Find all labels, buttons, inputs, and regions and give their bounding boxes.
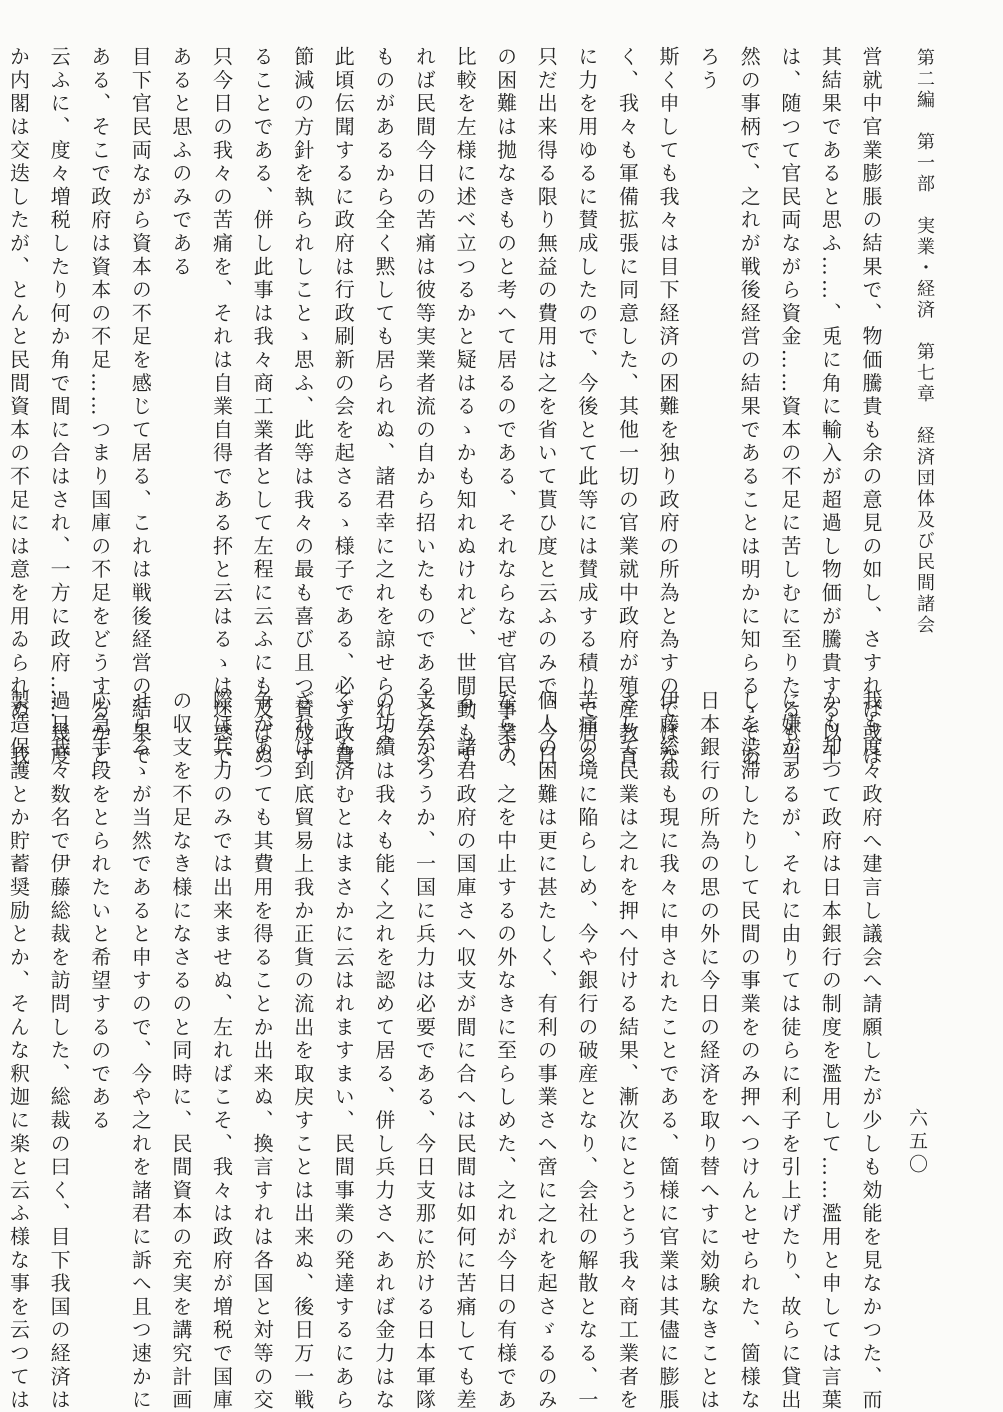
text-line: 比較を左様に述べ立つるかと疑はるゝかも知れぬけれど、世間動もす [453,46,478,769]
text-line: 只だ出来得る限り無益の費用は之を省いて貰ひ度と云ふのみで、今日 [534,46,559,769]
text-line: 只今日の我々の苦痛を、それは自業自得である抔と云はるゝは迷惑で [209,46,234,769]
text-line: くても済むとはまさかに云はれますまい、民間事業の発達するにあら [331,690,356,1412]
text-line: 日本銀行の所為の思の外に今日の経済を取り替へすに効験なきことは [696,690,721,1412]
text-line: か内閣は交迭したが、とんと民間資本の不足には意を用ゐられぬ、我 [6,46,31,769]
text-line: 此頃伝聞するに政府は行政刷新の会を起さるゝ様子である、必ず政費 [331,46,356,769]
text-line: 製造保護とか貯蓄奨励とか、そんな釈迦に楽と云ふ様な事を云つては [6,690,31,1412]
text-line: あると思ふのみである [168,46,193,279]
text-line: 其結果であると思ふ……、兎に角に輸入が超過し物価が騰貴する以上 [818,46,843,769]
text-line: れば民間今日の苦痛は彼等実業者流の自から招いたものであると云ふ [412,46,437,769]
upper-text-block [6,46,891,769]
text-line: は、随つて官民両ながら資金……資本の不足に苦しむに至りたるも当 [777,46,802,769]
text-line: る、諸君政府の国庫さへ収支が間に合へは民間は如何に苦痛しても差 [453,690,478,1412]
text-line: 際は兵力のみでは出来ませぬ、左ればこそ、我々は政府が増税で国庫 [209,690,234,1412]
text-line: さして民業は之れを押へ付ける結果、漸次にとうとう我々商工業者を [615,690,640,1412]
text-line: に嫌があるが、それに由りては徒らに利子を引上げたり、故らに貸出 [777,690,802,1412]
text-line: 目下官民両ながら資本の不足を感じて居る、これは戦後経営の結果で [128,46,153,769]
text-line: 伊藤総裁も現に我々に申されたことである、箇様に官業は其儘に膨脹 [656,690,681,1412]
text-line: く、我々も軍備拡張に同意した、其他一切の官業就中政府が殖産教育 [615,46,640,769]
text-line: 応急手段をとられたいと希望するのである [87,690,112,1133]
text-line: に力を用ゆるに賛成したので、今後とて此等には賛成する積りで居る [574,46,599,769]
text-line: せらるゝが当然であると申すので、今や之れを諸君に訴へ且つ速かに [128,690,153,1412]
text-line: ならず、之を中止するの外なきに至らしめた、之れが今日の有様であ [493,690,518,1412]
text-line: 節減の方針を執られしことゝ思ふ、此等は我々の最も喜び且つ賛成す [290,46,315,769]
text-line: 苦痛の境に陥らしめ、今や銀行の破産となり、会社の解散となる、一 [574,690,599,1412]
text-line: 争があつても其費用を得ることか出来ぬ、換言すれは各国と対等の交 [250,690,275,1412]
text-line: の収支を不足なき様になさるのと同時に、民間資本の充実を講究計画 [168,690,193,1412]
text-line: 過日我々数名で伊藤総裁を訪問した、総裁の曰く、目下我国の経済は [47,690,72,1412]
text-line: 云ふに、度々増税したり何か角で間に合はされ、一方に政府……幾度 [47,46,72,769]
lower-text-block [6,690,891,1412]
text-line: 斯く申しても我々は目下経済の困難を独り政府の所為と為すのではな [656,46,681,769]
text-line: の困難は拋なきものと考へて居るのである、それならなぜ官民事業の [493,46,518,769]
text-line: 個人の困難は更に甚たしく、有利の事業さへ啻に之れを起さゞるのみ [534,690,559,1412]
page-number: 六五〇 [906,1108,928,1177]
text-line: 営就中官業膨脹の結果で、物価騰貴も余の意見の如し、さすれば或は [859,46,883,769]
text-line: の功績は我々も能く之れを認めて居る、併し兵力さへあれば金力はな [371,690,396,1412]
text-line: ろう [696,46,721,93]
text-line: ざれは到底貿易上我か正貨の流出を取戻すことは出来ぬ、後日万一戦 [290,690,315,1412]
text-line: ることである、併し此事は我々商工業者として左程に云ふにも及ばぬ [250,46,275,769]
text-line: 然の事柄で、之れが戦後経営の結果であることは明かに知らるゝであ [737,46,762,769]
running-head: 第二編 第一部 実業・経済 第七章 経済団体及び民間諸会 [914,48,935,636]
text-line: かも却つて政府は日本銀行の制度を濫用して……濫用と申しては言葉 [818,690,843,1412]
text-line: ものがあるから全く黙しても居られぬ、諸君幸に之れを諒せられよ [371,46,396,745]
text-line: しを渋滞したりして民間の事業をのみ押へつけんとせられた、箇様な [737,690,762,1412]
text-line: 我も度々政府へ建言し議会へ請願したが少しも効能を見なかつた、而 [859,690,883,1412]
text-line: ある、そこで政府は資本の不足……つまり国庫の不足をどうするかと [87,46,112,769]
text-line: 支なかろうか、一国に兵力は必要である、今日支那に於ける日本軍隊 [412,690,437,1412]
